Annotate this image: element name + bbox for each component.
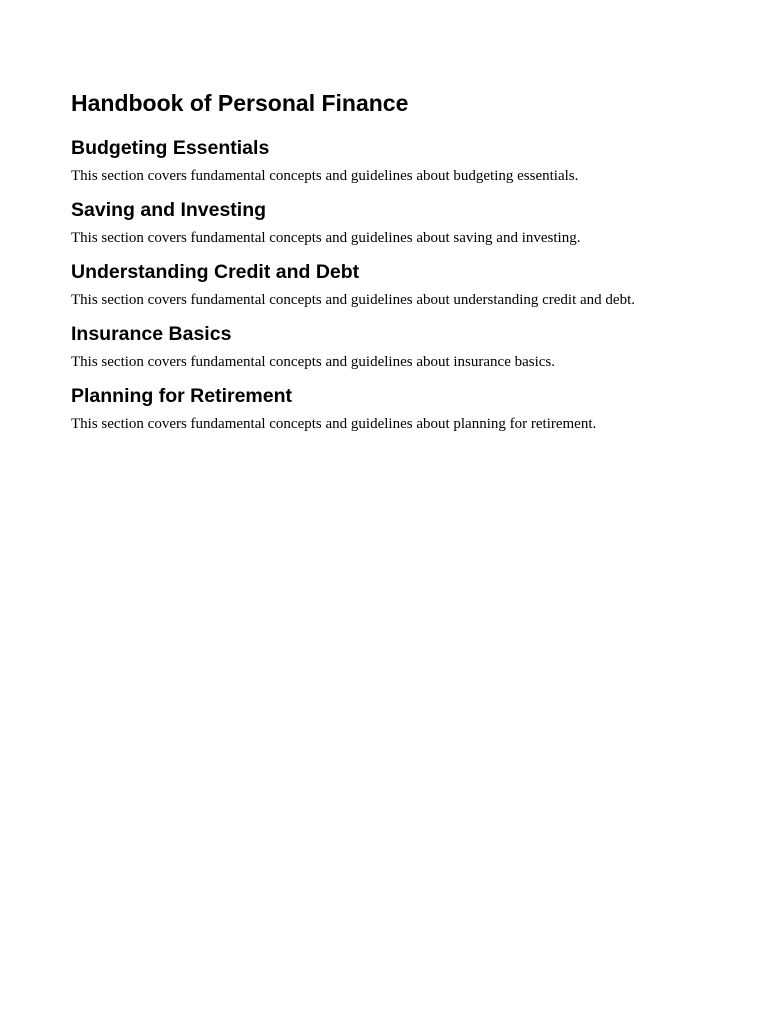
section-body: This section covers fundamental concepts and guidelines about planning for retirement. (71, 416, 597, 432)
document-title: Handbook of Personal Finance (71, 90, 409, 116)
section-saving-and-investing (71, 197, 708, 248)
section-budgeting-essentials (71, 135, 708, 186)
section-heading: Understanding Credit and Debt (71, 261, 360, 283)
section-heading: Budgeting Essentials (71, 137, 270, 159)
section-planning-for-retirement (71, 383, 708, 434)
section-body: This section covers fundamental concepts and guidelines about saving and investing. (71, 230, 581, 246)
section-body: This section covers fundamental concepts and guidelines about budgeting essentials. (71, 168, 579, 184)
section-understanding-credit-and-debt (71, 259, 708, 310)
section-insurance-basics (71, 321, 708, 372)
section-heading: Insurance Basics (71, 323, 232, 345)
section-body: This section covers fundamental concepts and guidelines about understanding credit and debt. (71, 292, 636, 308)
section-heading: Saving and Investing (71, 199, 267, 221)
section-body: This section covers fundamental concepts and guidelines about insurance basics. (71, 354, 556, 370)
section-heading: Planning for Retirement (71, 385, 293, 407)
